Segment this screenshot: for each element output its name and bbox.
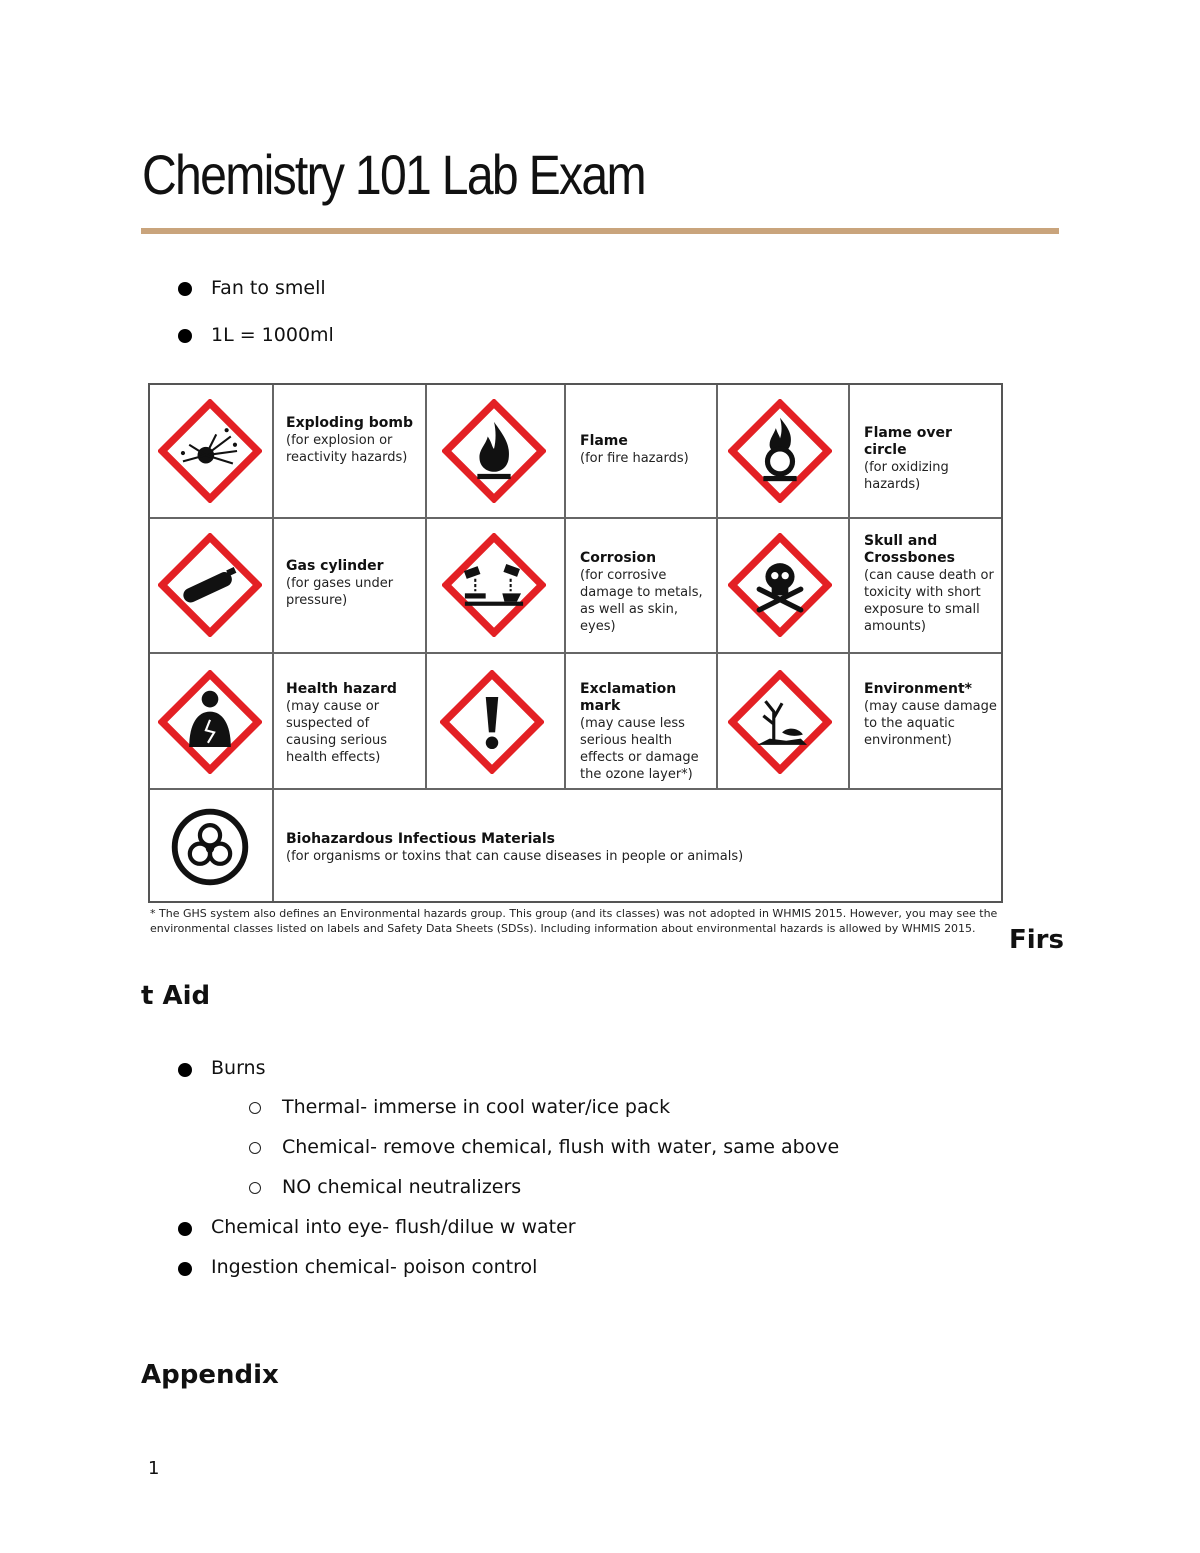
pictogram-desc: (for oxidizing hazards): [864, 460, 949, 492]
pictogram-desc: (may cause damage to the aquatic environment): [864, 699, 997, 748]
pictogram-name: Skull and Crossbones: [864, 533, 955, 566]
skull-crossbones-icon: [728, 533, 832, 637]
sub-bullet-chemical: Chemical- remove chemical, flush with water, same above: [282, 1136, 840, 1158]
pictogram-name: Health hazard: [286, 681, 397, 697]
bullet-icon: [178, 329, 192, 343]
bullet-icon: [178, 1063, 192, 1077]
bullet-volume: 1L = 1000ml: [211, 324, 334, 346]
pictogram-name: Exploding bomb: [286, 415, 413, 431]
pictogram-name: Flame: [580, 433, 628, 449]
gas-cylinder-cell: [286, 558, 416, 609]
flame-over-circle-cell: [864, 425, 996, 493]
health-hazard-icon: [158, 670, 262, 774]
biohazard-cell: [286, 831, 986, 865]
bullet-ingestion: Ingestion chemical- poison control: [211, 1256, 538, 1278]
flame-icon: [442, 399, 546, 503]
pictogram-desc: (for gases under pressure): [286, 576, 394, 608]
first-aid-heading-part1: Firs: [1009, 925, 1064, 955]
environment-icon: [728, 670, 832, 774]
exclamation-mark-icon: [440, 670, 544, 774]
exclamation-mark-cell: [580, 681, 716, 783]
sub-bullet-icon: [249, 1142, 261, 1154]
pictogram-desc: (may cause less serious health effects or damage the ozone layer*): [580, 716, 699, 782]
ghs-footnote: * The GHS system also defines an Environmental hazards group. This group (and its classes) was not adopted in WHMIS 2015. However, you may see the environmental classes listed on labels and Safety Data Sheets (SDSs). Including information about environmental hazards is allowed by WHMIS 2015.: [150, 907, 998, 935]
pictogram-desc: (for corrosive damage to metals, as well as skin, eyes): [580, 568, 703, 634]
pictogram-name: Biohazardous Infectious Materials: [286, 831, 556, 847]
ghs-pictogram-table: [148, 383, 1003, 903]
pictogram-name: Gas cylinder: [286, 558, 384, 574]
skull-crossbones-cell: [864, 533, 1000, 635]
corrosion-cell: [580, 550, 716, 635]
bullet-icon: [178, 1262, 192, 1276]
flame-cell: [580, 433, 710, 467]
environment-cell: [864, 681, 1000, 749]
page-number: 1: [148, 1458, 160, 1479]
corrosion-icon: [442, 533, 546, 637]
first-aid-heading-part2: t Aid: [141, 981, 211, 1011]
bullet-burns: Burns: [211, 1057, 266, 1079]
flame-over-circle-icon: [728, 399, 832, 503]
health-hazard-cell: [286, 681, 416, 766]
pictogram-desc: (for organisms or toxins that can cause diseases in people or animals): [286, 849, 744, 864]
pictogram-name: Flame over circle: [864, 425, 952, 458]
pictogram-name: Exclamation mark: [580, 681, 677, 714]
pictogram-name: Environment*: [864, 681, 973, 697]
exploding-bomb-cell: [286, 415, 416, 466]
pictogram-desc: (can cause death or toxicity with short exposure to small amounts): [864, 568, 994, 634]
pictogram-name: Corrosion: [580, 550, 657, 566]
title-underline: [141, 228, 1059, 234]
bullet-eye: Chemical into eye- flush/dilue w water: [211, 1216, 576, 1238]
sub-bullet-neutralizers: NO chemical neutralizers: [282, 1176, 522, 1198]
page-title: Chemistry 101 Lab Exam: [142, 143, 645, 206]
pictogram-desc: (for fire hazards): [580, 451, 689, 466]
biohazard-icon: [168, 805, 252, 889]
bullet-icon: [178, 1222, 192, 1236]
pictogram-desc: (may cause or suspected of causing serious health effects): [286, 699, 388, 765]
sub-bullet-icon: [249, 1102, 261, 1114]
exploding-bomb-icon: [158, 399, 262, 503]
gas-cylinder-icon: [158, 533, 262, 637]
bullet-icon: [178, 282, 192, 296]
sub-bullet-thermal: Thermal- immerse in cool water/ice pack: [282, 1096, 671, 1118]
pictogram-desc: (for explosion or reactivity hazards): [286, 433, 408, 465]
bullet-fan-to-smell: Fan to smell: [211, 277, 326, 299]
sub-bullet-icon: [249, 1182, 261, 1194]
appendix-heading: Appendix: [141, 1360, 279, 1390]
